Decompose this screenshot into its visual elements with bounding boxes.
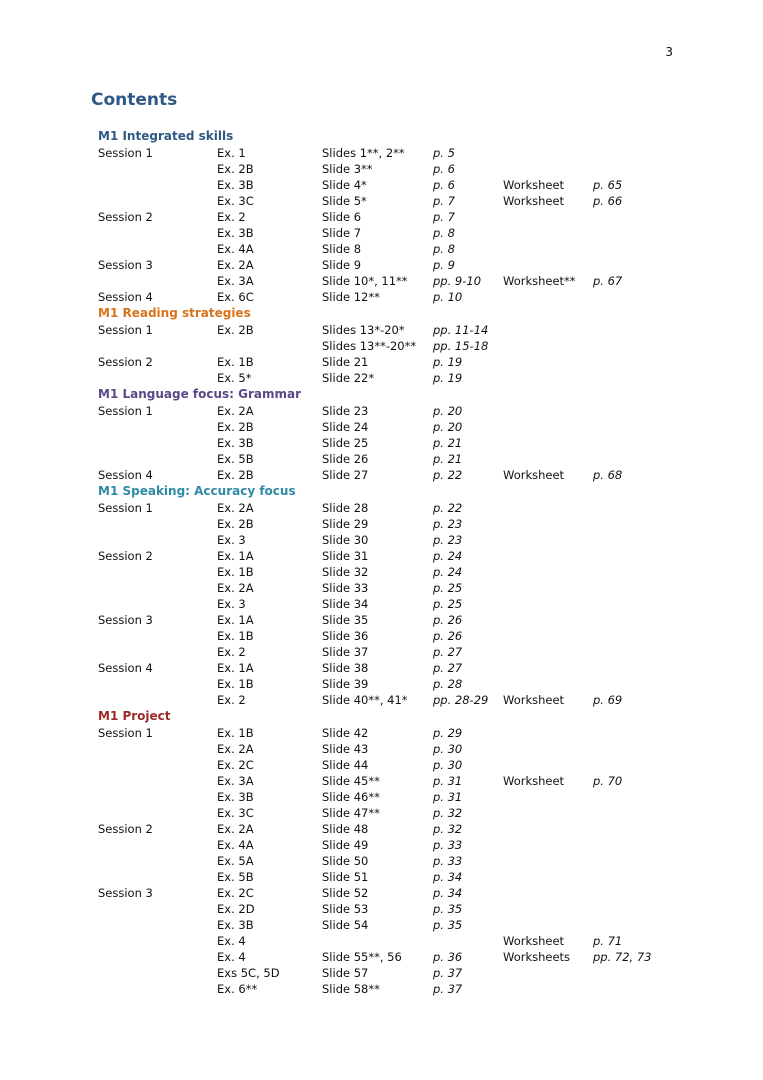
exercise-cell: Ex. 6C (217, 290, 254, 304)
exercise-cell: Ex. 3A (217, 774, 254, 788)
page-ref-cell: p. 35 (433, 918, 463, 932)
exercise-cell: Ex. 3C (217, 194, 254, 208)
page-ref-cell: p. 25 (433, 597, 463, 611)
slide-cell: Slide 9 (322, 258, 362, 272)
slide-cell: Slide 22* (322, 371, 375, 385)
toc-row (98, 612, 698, 628)
exercise-cell: Ex. 1B (217, 677, 254, 691)
slide-cell: Slide 34 (322, 597, 369, 611)
section-heading: M1 Reading strategies (98, 306, 251, 320)
toc-row (98, 177, 698, 193)
exercise-cell: Ex. 1B (217, 355, 254, 369)
page-ref-cell: p. 7 (433, 194, 455, 208)
toc-row (98, 981, 698, 997)
toc-row (98, 596, 698, 612)
exercise-cell: Ex. 2 (217, 210, 246, 224)
toc-row (98, 901, 698, 917)
toc-row (98, 676, 698, 692)
page-ref-cell: p. 29 (433, 726, 463, 740)
slide-cell: Slide 43 (322, 742, 369, 756)
exercise-cell: Ex. 2D (217, 902, 255, 916)
toc-row (98, 869, 698, 885)
page-ref-cell: p. 37 (433, 982, 463, 996)
page-ref-cell: p. 34 (433, 870, 463, 884)
page-ref-cell: p. 19 (433, 371, 463, 385)
slide-cell: Slide 33 (322, 581, 369, 595)
page-ref-cell: p. 10 (433, 290, 463, 304)
toc-row (98, 933, 698, 949)
slide-cell: Slide 48 (322, 822, 369, 836)
exercise-cell: Ex. 3B (217, 918, 254, 932)
exercise-cell: Ex. 2 (217, 693, 246, 707)
exercise-cell: Ex. 1 (217, 146, 246, 160)
slide-cell: Slide 55**, 56 (322, 950, 402, 964)
exercise-cell: Ex. 5B (217, 452, 254, 466)
slide-cell: Slide 54 (322, 918, 369, 932)
page-ref-cell: p. 25 (433, 581, 463, 595)
exercise-cell: Ex. 4 (217, 934, 246, 948)
toc-row (98, 500, 698, 516)
slide-cell: Slide 49 (322, 838, 369, 852)
exercise-cell: Ex. 4A (217, 838, 254, 852)
exercise-cell: Exs 5C, 5D (217, 966, 280, 980)
exercise-cell: Ex. 3B (217, 436, 254, 450)
toc-row (98, 354, 698, 370)
session-cell: Session 3 (98, 886, 153, 900)
slide-cell: Slide 50 (322, 854, 369, 868)
contents-table (98, 128, 698, 997)
toc-row (98, 949, 698, 965)
page-number: 3 (665, 45, 673, 59)
slide-cell: Slide 10*, 11** (322, 274, 408, 288)
slide-cell: Slide 28 (322, 501, 369, 515)
page-ref-cell: p. 22 (433, 468, 463, 482)
worksheet-page-cell: p. 65 (593, 178, 623, 192)
slide-cell: Slide 12** (322, 290, 380, 304)
slide-cell: Slide 37 (322, 645, 369, 659)
slide-cell: Slides 1**, 2** (322, 146, 405, 160)
exercise-cell: Ex. 6** (217, 982, 258, 996)
toc-row (98, 885, 698, 901)
slide-cell: Slide 25 (322, 436, 369, 450)
slide-cell: Slide 40**, 41* (322, 693, 408, 707)
session-cell: Session 4 (98, 290, 153, 304)
slide-cell: Slide 27 (322, 468, 369, 482)
contents-title: Contents (91, 90, 178, 110)
exercise-cell: Ex. 2A (217, 581, 254, 595)
exercise-cell: Ex. 4A (217, 242, 254, 256)
page-ref-cell: p. 21 (433, 436, 463, 450)
exercise-cell: Ex. 2B (217, 517, 254, 531)
page-ref-cell: p. 5 (433, 146, 455, 160)
worksheet-page-cell: p. 68 (593, 468, 623, 482)
page-ref-cell: p. 21 (433, 452, 463, 466)
exercise-cell: Ex. 3B (217, 226, 254, 240)
slide-cell: Slide 35 (322, 613, 369, 627)
toc-row (98, 741, 698, 757)
slide-cell: Slide 26 (322, 452, 369, 466)
slide-cell: Slide 5* (322, 194, 367, 208)
session-cell: Session 1 (98, 323, 153, 337)
slide-cell: Slide 58** (322, 982, 380, 996)
slide-cell: Slide 42 (322, 726, 369, 740)
exercise-cell: Ex. 3 (217, 597, 246, 611)
session-cell: Session 4 (98, 468, 153, 482)
section-heading: M1 Language focus: Grammar (98, 387, 302, 401)
session-cell: Session 1 (98, 501, 153, 515)
exercise-cell: Ex. 5* (217, 371, 252, 385)
toc-row (98, 805, 698, 821)
toc-row (98, 917, 698, 933)
toc-row (98, 289, 698, 305)
slide-cell: Slide 31 (322, 549, 369, 563)
worksheet-cell: Worksheet (503, 178, 565, 192)
slide-cell: Slide 23 (322, 404, 369, 418)
page-ref-cell: pp. 11-14 (433, 323, 489, 337)
slide-cell: Slide 46** (322, 790, 380, 804)
toc-row (98, 837, 698, 853)
exercise-cell: Ex. 3 (217, 533, 246, 547)
toc-row (98, 725, 698, 741)
session-cell: Session 1 (98, 146, 153, 160)
page-ref-cell: p. 31 (433, 790, 463, 804)
exercise-cell: Ex. 2B (217, 468, 254, 482)
worksheet-page-cell: p. 67 (593, 274, 623, 288)
exercise-cell: Ex. 3B (217, 790, 254, 804)
worksheet-cell: Worksheet (503, 194, 565, 208)
page-ref-cell: p. 36 (433, 950, 463, 964)
toc-row (98, 209, 698, 225)
toc-row (98, 273, 698, 289)
page-ref-cell: p. 30 (433, 742, 463, 756)
slide-cell: Slide 21 (322, 355, 369, 369)
slide-cell: Slide 24 (322, 420, 369, 434)
page-ref-cell: p. 6 (433, 162, 455, 176)
toc-row (98, 451, 698, 467)
page-ref-cell: p. 7 (433, 210, 455, 224)
page-ref-cell: p. 19 (433, 355, 463, 369)
worksheet-cell: Worksheet (503, 693, 565, 707)
toc-row (98, 516, 698, 532)
slide-cell: Slide 29 (322, 517, 369, 531)
session-cell: Session 2 (98, 549, 153, 563)
page-ref-cell: p. 33 (433, 838, 463, 852)
page-ref-cell: pp. 28-29 (433, 693, 489, 707)
toc-row (98, 241, 698, 257)
page-ref-cell: p. 24 (433, 549, 463, 563)
toc-row (98, 548, 698, 564)
page-ref-cell: p. 20 (433, 420, 463, 434)
section-heading: M1 Integrated skills (98, 129, 234, 143)
exercise-cell: Ex. 1B (217, 565, 254, 579)
section-heading: M1 Speaking: Accuracy focus (98, 484, 296, 498)
slide-cell: Slide 6 (322, 210, 362, 224)
worksheet-cell: Worksheet** (503, 274, 576, 288)
slide-cell: Slide 36 (322, 629, 369, 643)
page-ref-cell: pp. 9-10 (433, 274, 482, 288)
toc-row (98, 338, 698, 354)
page-ref-cell: p. 34 (433, 886, 463, 900)
toc-row (98, 419, 698, 435)
page-ref-cell: p. 32 (433, 822, 463, 836)
slide-cell: Slide 7 (322, 226, 362, 240)
toc-row (98, 789, 698, 805)
exercise-cell: Ex. 2A (217, 501, 254, 515)
page-ref-cell: p. 35 (433, 902, 463, 916)
worksheet-cell: Worksheet (503, 774, 565, 788)
page-ref-cell: p. 9 (433, 258, 455, 272)
page-ref-cell: p. 8 (433, 226, 455, 240)
exercise-cell: Ex. 2B (217, 162, 254, 176)
toc-row (98, 161, 698, 177)
slide-cell: Slides 13*-20* (322, 323, 405, 337)
exercise-cell: Ex. 2A (217, 258, 254, 272)
slide-cell: Slide 8 (322, 242, 362, 256)
session-cell: Session 2 (98, 355, 153, 369)
page-ref-cell: p. 26 (433, 629, 463, 643)
page-ref-cell: p. 8 (433, 242, 455, 256)
slide-cell: Slide 4* (322, 178, 367, 192)
exercise-cell: Ex. 4 (217, 950, 246, 964)
worksheet-cell: Worksheet (503, 934, 565, 948)
toc-row (98, 821, 698, 837)
toc-row (98, 403, 698, 419)
page-ref-cell: p. 37 (433, 966, 463, 980)
toc-row (98, 564, 698, 580)
slide-cell: Slide 47** (322, 806, 380, 820)
exercise-cell: Ex. 3B (217, 178, 254, 192)
toc-row (98, 660, 698, 676)
page-ref-cell: p. 31 (433, 774, 463, 788)
exercise-cell: Ex. 2A (217, 742, 254, 756)
exercise-cell: Ex. 1A (217, 549, 254, 563)
page-ref-cell: p. 22 (433, 501, 463, 515)
page-ref-cell: p. 33 (433, 854, 463, 868)
session-cell: Session 4 (98, 661, 153, 675)
toc-row (98, 644, 698, 660)
worksheet-page-cell: p. 71 (593, 934, 623, 948)
exercise-cell: Ex. 2 (217, 645, 246, 659)
toc-row (98, 435, 698, 451)
toc-row (98, 965, 698, 981)
page-ref-cell: p. 28 (433, 677, 463, 691)
slide-cell: Slide 3** (322, 162, 373, 176)
toc-row (98, 580, 698, 596)
toc-row (98, 757, 698, 773)
exercise-cell: Ex. 3C (217, 806, 254, 820)
slide-cell: Slides 13**-20** (322, 339, 417, 353)
slide-cell: Slide 30 (322, 533, 369, 547)
page-ref-cell: p. 32 (433, 806, 463, 820)
session-cell: Session 1 (98, 726, 153, 740)
toc-row (98, 257, 698, 273)
slide-cell: Slide 38 (322, 661, 369, 675)
exercise-cell: Ex. 2B (217, 323, 254, 337)
toc-row (98, 692, 698, 708)
worksheet-page-cell: p. 69 (593, 693, 623, 707)
slide-cell: Slide 57 (322, 966, 369, 980)
exercise-cell: Ex. 3A (217, 274, 254, 288)
toc-row (98, 322, 698, 338)
session-cell: Session 1 (98, 404, 153, 418)
toc-row (98, 145, 698, 161)
worksheet-page-cell: p. 66 (593, 194, 623, 208)
toc-row (98, 532, 698, 548)
session-cell: Session 2 (98, 210, 153, 224)
exercise-cell: Ex. 5A (217, 854, 254, 868)
toc-row (98, 225, 698, 241)
session-cell: Session 3 (98, 613, 153, 627)
exercise-cell: Ex. 2C (217, 758, 254, 772)
slide-cell: Slide 45** (322, 774, 380, 788)
exercise-cell: Ex. 1B (217, 629, 254, 643)
exercise-cell: Ex. 2C (217, 886, 254, 900)
exercise-cell: Ex. 5B (217, 870, 254, 884)
toc-row (98, 370, 698, 386)
exercise-cell: Ex. 2B (217, 420, 254, 434)
page-ref-cell: p. 30 (433, 758, 463, 772)
session-cell: Session 2 (98, 822, 153, 836)
exercise-cell: Ex. 2A (217, 404, 254, 418)
toc-row (98, 628, 698, 644)
slide-cell: Slide 44 (322, 758, 369, 772)
worksheet-cell: Worksheet (503, 468, 565, 482)
page-ref-cell: p. 24 (433, 565, 463, 579)
exercise-cell: Ex. 2A (217, 822, 254, 836)
slide-cell: Slide 51 (322, 870, 369, 884)
exercise-cell: Ex. 1A (217, 661, 254, 675)
page-ref-cell: p. 23 (433, 533, 463, 547)
page-ref-cell: pp. 15-18 (433, 339, 489, 353)
page-ref-cell: p. 27 (433, 661, 463, 675)
toc-row (98, 853, 698, 869)
section-heading: M1 Project (98, 709, 171, 723)
page-ref-cell: p. 20 (433, 404, 463, 418)
exercise-cell: Ex. 1A (217, 613, 254, 627)
worksheet-cell: Worksheets (503, 950, 571, 964)
page-ref-cell: p. 27 (433, 645, 463, 659)
session-cell: Session 3 (98, 258, 153, 272)
slide-cell: Slide 39 (322, 677, 369, 691)
toc-row (98, 193, 698, 209)
exercise-cell: Ex. 1B (217, 726, 254, 740)
worksheet-page-cell: pp. 72, 73 (593, 950, 652, 964)
slide-cell: Slide 53 (322, 902, 369, 916)
slide-cell: Slide 52 (322, 886, 369, 900)
toc-row (98, 467, 698, 483)
page-ref-cell: p. 23 (433, 517, 463, 531)
toc-row (98, 773, 698, 789)
page-ref-cell: p. 6 (433, 178, 455, 192)
page-ref-cell: p. 26 (433, 613, 463, 627)
slide-cell: Slide 32 (322, 565, 369, 579)
worksheet-page-cell: p. 70 (593, 774, 623, 788)
